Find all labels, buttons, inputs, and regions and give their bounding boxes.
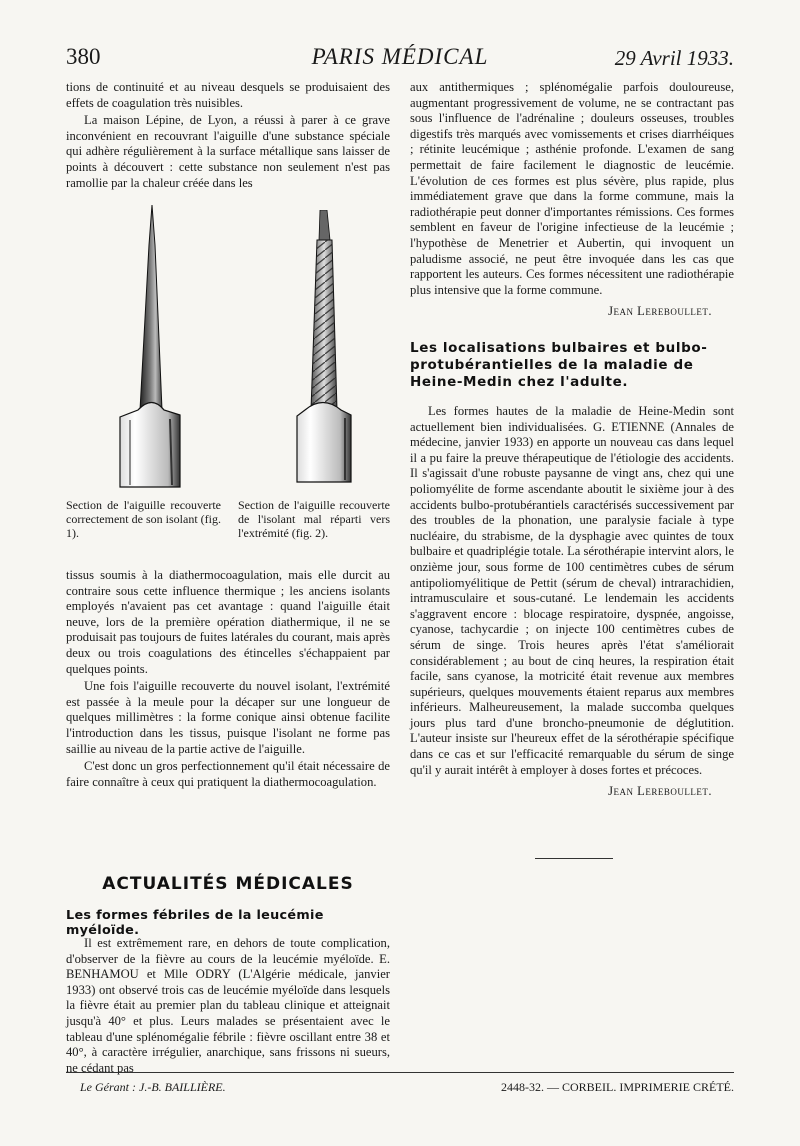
paragraph: Il est extrêmement rare, en dehors de toute complication, d'observer de la fièvre au cours de la leucémie myéloïde. E. BENHAMOU et Mlle ODRY (L'Algérie médicale, janvier 1933) ont observé trois cas de leucémie myéloïde dans lesquels la fièvre était au premier plan du tableau clinique et atteignait jusqu'à 40° et plus. Leurs malades se présentaient avec le tableau d'une splénomégalie fébrile : fièvre oscillant entre 38 et 40°, à caractère irrégulier, anarchique, sans frissons ni sueurs, ne cédant pas [66,936,390,1075]
article-title: Les localisations bulbaires et bulbo-protubérantielles de la maladie de Heine-Medin chez l'adulte. [410,340,708,390]
journal-title: PARIS MÉDICAL [311,44,489,69]
paragraph: tions de continuité et au niveau desquels se produisaient des effets de coagulation très nuisibles. [66,80,390,110]
left-column-middle [66,568,390,792]
right-column-top [410,80,734,320]
article-subtitle: Les formes fébriles de la leucémie myéloïde. [66,908,324,938]
figure-1-caption: Section de l'aiguille recouverte correctement de son isolant (fig. 1). [66,498,221,540]
paragraph: C'est donc un gros perfectionnement qu'il était nécessaire de faire connaître à ceux qui pratiquent la diathermocoagulation. [66,759,390,789]
needle-figure-1 [100,205,210,490]
footer-printer: 2448-32. — CORBEIL. IMPRIMERIE CRÉTÉ. [501,1080,734,1094]
figure-2-caption: Section de l'aiguille recouverte de l'isolant mal réparti vers l'extrémité (fig. 2). [238,498,390,540]
page-number: 380 [66,44,101,69]
author-signature: Jean Lereboullet. [608,304,712,319]
separator-rule [535,858,613,859]
paragraph: Une fois l'aiguille recouverte du nouvel isolant, l'extrémité est passée à la meule pour la décaper sur une longueur de quelques millimètres : la forme conique ainsi obtenue facilite l'introduction dans les tissus, puisque l'isolant ne forme pas saillie au niveau de la partie active de l'aiguille. [66,679,390,756]
left-column-bottom [66,936,390,1078]
footer-rule [66,1072,734,1073]
author-signature: Jean Lereboullet. [608,784,712,799]
section-title: ACTUALITÉS MÉDICALES [102,874,354,894]
needle-figure-2 [275,210,375,485]
paragraph: La maison Lépine, de Lyon, a réussi à parer à ce grave inconvénient en recouvrant l'aiguille d'une substance spéciale qui adhère régulièrement à la surface métallique sans laisser de points à découvert : cette substance non seulement n'est pas ramollie par la chaleur créée dans les [66,113,390,190]
page-header [66,44,734,76]
issue-date: 29 Avril 1933. [614,46,734,70]
left-column-top [66,80,390,193]
paragraph: aux antithermiques ; splénomégalie parfois douloureuse, augmentant progressivement de volume, ne se contractant pas sous l'influence de l'adrénaline ; douleurs osseuses, troubles digestifs très marqués avec vomissements et crises diarrhéiques ; rétinite leucémique ; asthénie profonde. L'examen de sang permettait de faire facilement le diagnostic de leucémie. L'évolution de ces formes est plus sévère, plus rapide, plus immédiatement grave que dans la forme commune, mais la radiothérapie peut donner d'importantes rémissions. Ces formes semblent en faveur de l'origine infectieuse de la leucémie ; l'hypothèse de Menetrier et Aubertin, qui invoquent un paludisme associé, ne peut être invoquée dans les cas que rapportent les auteurs. Ces formes nécessitent une radiothérapie plus intensive que la forme commune. [410,80,734,297]
right-column-bottom [410,404,734,800]
footer-manager: Le Gérant : J.-B. BAILLIÈRE. [80,1080,226,1094]
paragraph: Les formes hautes de la maladie de Heine-Medin sont actuellement bien individualisées. G. ETIENNE (Annales de médecine, janvier 1933) en apporte un nouveau cas dans lequel il a pu faire la preuve thérapeutique de l'étiologie des accidents. Il s'agissait d'une robuste paysanne de vingt ans, chez qui une poliomyélite de forme ascendante aboutit le sixième jour à des accidents bulbo-protubérantiels caractérisés successivement par des troubles de la phonation, une paralysie faciale à type nucléaire, du strabisme, de la dysphagie avec quintes de toux bulbaire et quadriplégie totale. La sérothérapie intervint alors, le onzième jour, sous forme de 100 centimètres cubes de sérum antipoliomyélitique de Pettit (sérum de cheval) intrarachidien, intramusculaire et sous-cutané. Le lendemain les accidents s'aggravent encore : blocage respiratoire, dyspnée, angoisse, cyanose, tachycardie ; on injecte 100 centimètres cubes de sérum de singe. Trois heures après l'état s'améliorait considérablement ; au bout de cinq heures, la respiration était facile, sans cyanose, la motricité était revenue aux membres supérieurs, quelques mouvements étaient reparus aux membres inférieurs. Malheureusement, la malade succomba quelques jours plus tard d'une broncho-pneumonie de déglutition. L'auteur insiste sur l'heureux effet de la sérothérapie spécifique dans ce cas et sur l'efficacité remarquable du sérum de singe qu'il y aurait intérêt à employer à doses fortes et précoces. [410,404,734,777]
paragraph: tissus soumis à la diathermocoagulation, mais elle durcit au contraire sous cette influence thermique ; les anciens isolants employés n'avaient pas cet avantage : quand l'aiguille était neuve, lors de la première opération diathermique, il ne se produisait pas toujours de fuites latérales du courant, mais après deux ou trois coagulations des étincelles s'échappaient par quelques points. [66,568,390,676]
